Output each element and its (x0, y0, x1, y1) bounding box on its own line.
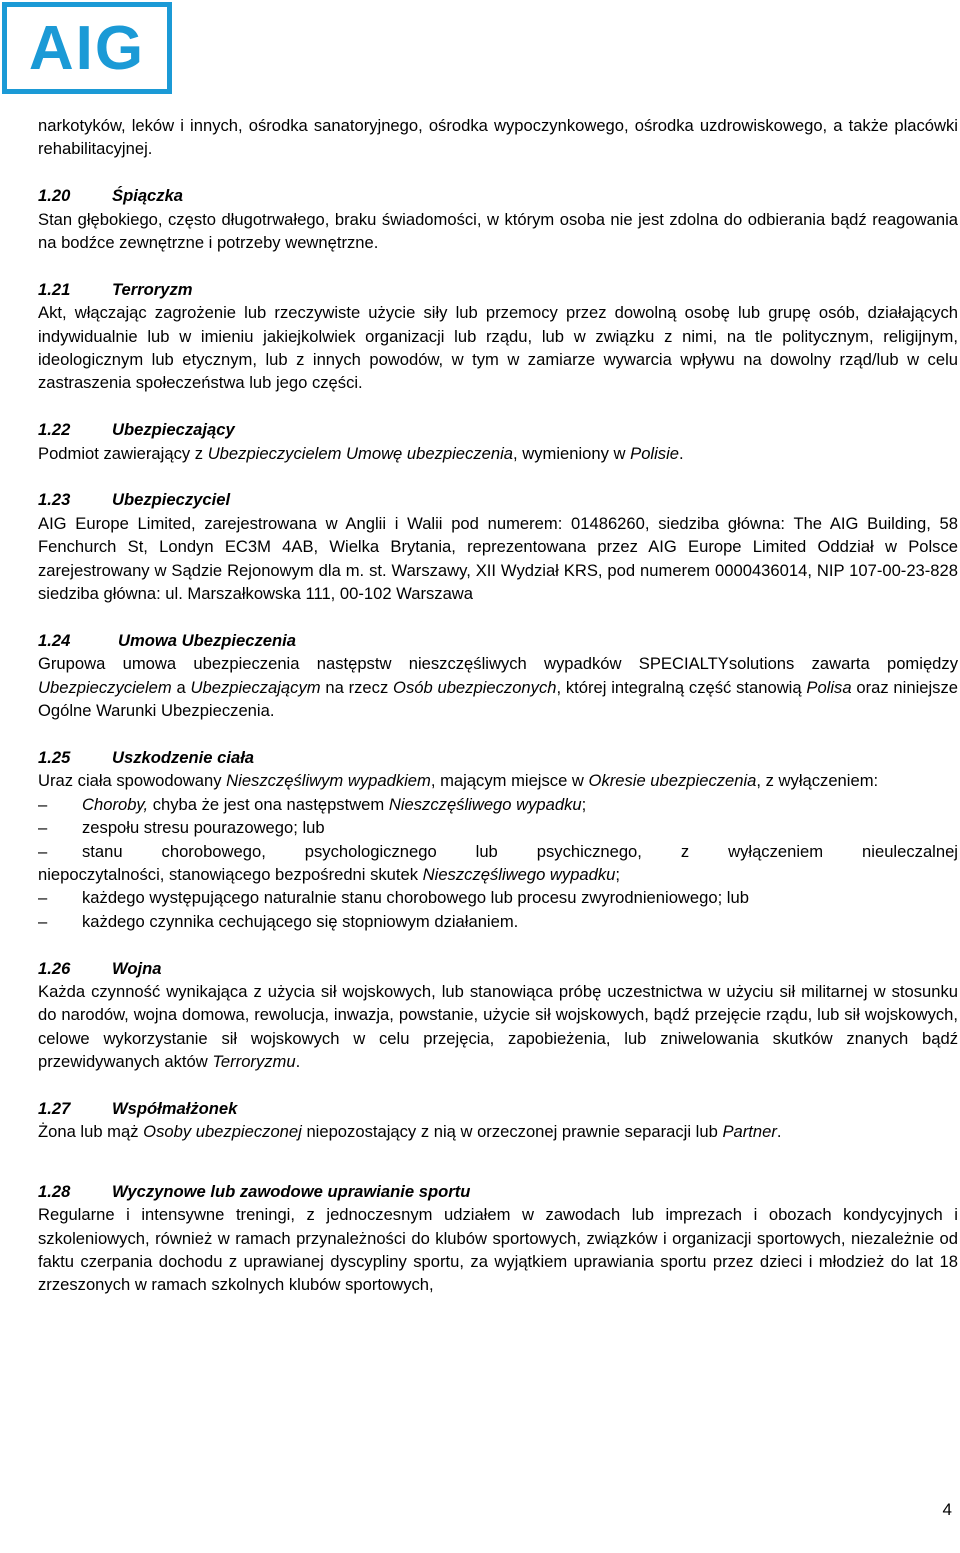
italic-term: Ubezpieczycielem Umowę ubezpieczenia (207, 443, 513, 463)
section-title: Śpiączka (112, 186, 184, 206)
text-run: niepoczytalności, stanowiącego bezpośredni skutek (38, 864, 423, 884)
section-number: 1.25 (38, 747, 71, 767)
section-heading (38, 1097, 958, 1120)
section-heading (38, 488, 958, 511)
dash-marker: – (38, 841, 48, 861)
section-text (38, 1120, 958, 1143)
italic-term: Terroryzmu (212, 1052, 296, 1072)
page-number: 4 (942, 1500, 952, 1519)
text-run: , mającym miejsce w (430, 771, 589, 791)
section-text (38, 980, 958, 1074)
section-1-23 (38, 488, 958, 605)
text-run: Żona lub mąż (38, 1122, 144, 1142)
section-title: Ubezpieczający (112, 420, 235, 440)
intro-paragraph: narkotyków, leków i innych, ośrodka sanatoryjnego, ośrodka wypoczynkowego, ośrodka uzdrowiskowego, a także placówki rehabilitacyjnej. (38, 116, 958, 159)
text-run: Podmiot zawierający z (38, 443, 208, 463)
italic-term: Nieszczęśliwego wypadku (422, 864, 616, 884)
section-title: Wyczynowe lub zawodowe uprawianie sportu (112, 1181, 471, 1201)
exclusion-item (38, 910, 958, 933)
section-heading (38, 1180, 958, 1203)
section-1-21 (38, 278, 958, 395)
document-body (38, 114, 958, 1297)
italic-term: Partner (722, 1122, 777, 1142)
section-number: 1.26 (38, 958, 71, 978)
text-run: Uraz ciała spowodowany (38, 771, 227, 791)
section-heading (38, 184, 958, 207)
section-number: 1.23 (38, 490, 71, 510)
section-text (38, 442, 958, 465)
italic-term: Choroby, (82, 794, 149, 814)
section-text (38, 652, 958, 722)
text-run: a (171, 677, 191, 697)
section-1-22 (38, 418, 958, 465)
text-run: ; (615, 864, 621, 884)
section-number: 1.24 (38, 630, 71, 650)
section-1-25 (38, 746, 958, 933)
section-title: Ubezpieczyciel (112, 490, 231, 510)
section-number: 1.20 (38, 186, 71, 206)
section-1-28 (38, 1180, 958, 1297)
exclusion-item (38, 886, 958, 909)
aig-logo (2, 2, 172, 94)
text-run: . (776, 1122, 782, 1142)
italic-term: Nieszczęśliwego wypadku (388, 794, 582, 814)
text-run: . (679, 443, 684, 463)
section-title: Uszkodzenie ciała (112, 747, 255, 767)
section-heading (38, 278, 958, 301)
section-number: 1.21 (38, 279, 71, 299)
section-1-26 (38, 957, 958, 1074)
dash-marker: – (38, 794, 48, 814)
section-text: Stan głębokiego, często długotrwałego, braku świadomości, w którym osoba nie jest zdolna do odbierania bądź reagowania na bodźce zewnętrzne i potrzeby wewnętrzne. (38, 209, 958, 253)
section-title: Wojna (112, 958, 162, 978)
text-run: Każda czynność wynikająca z użycia sił wojskowych, lub stanowiąca próbę uczestnictwa w użyciu sił militarnej w stosunku do narodów, wojna domowa, rewolucja, inwazja, powstanie, użycie sił wojskowych, bądź przejęcie rządu, lub sił wojskowych, celowe wykorzystanie sił wojskowych w celu przejęcia, zapobieżenia, lub zniwelowania skutków znanych bądź przewidywanych aktów (38, 981, 958, 1072)
dash-marker: – (38, 911, 48, 931)
text-run: oraz niniejsze Ogólne Warunki Ubezpieczenia. (38, 677, 958, 721)
exclusion-text: zespołu stresu pourazowego; lub (82, 818, 325, 838)
section-text: AIG Europe Limited, zarejestrowana w Anglii i Walii pod numerem: 01486260, siedziba główna: The AIG Building, 58 Fenchurch St, Londyn EC3M 4AB, Wielka Brytania, reprezentowana przez AIG Europe Limited Oddział w Polsce zarejestrowany w Sądzie Rejonowym dla m. st. Warszawy, XII Wydział KRS, pod numerem 0000436014, NIP 107-00-23-828 siedziba główna: ul. Marszałkowska 111, 00-102 Warszawa (38, 513, 958, 604)
exclusion-continuation (38, 863, 958, 886)
text-run: niepozostający z nią w orzeczonej prawnie separacji lub (301, 1122, 723, 1142)
italic-term: Nieszczęśliwym wypadkiem (226, 771, 431, 791)
section-heading (38, 418, 958, 441)
exclusion-text: każdego występującego naturalnie stanu chorobowego lub procesu zwyrodnieniowego; lub (82, 888, 749, 908)
section-1-20 (38, 184, 958, 254)
text-run: , której integralną część stanowią (556, 677, 807, 697)
text-run: , z wyłączeniem: (756, 771, 879, 791)
section-text: Regularne i intensywne treningi, z jednoczesnym udziałem w zawodach lub imprezach i obozach kondycyjnych i szkoleniowych, również w ramach przynależności do klubów sportowych, związków i organizacji sportowych, niezależnie od faktu czerpania dochodu z uprawianej dyscypliny sportu, za wyjątkiem uprawiania sportu przez dzieci i młodzież do lat 18 zrzeszonych w ramach szkolnych klubów sportowych, (38, 1205, 958, 1295)
section-1-27 (38, 1097, 958, 1144)
aig-logo-text: AIG (28, 14, 146, 83)
italic-term: Osób ubezpieczonych (393, 677, 557, 697)
exclusion-item (38, 840, 958, 863)
section-number: 1.22 (38, 420, 71, 440)
italic-term: Ubezpieczającym (190, 677, 321, 697)
text-run: chyba że jest ona następstwem (148, 794, 389, 814)
italic-term: Osoby ubezpieczonej (143, 1122, 302, 1142)
exclusion-item (38, 816, 958, 839)
section-title: Terroryzm (112, 279, 193, 299)
italic-term: Polisie (630, 443, 680, 463)
section-text (38, 769, 958, 792)
text-run: Grupowa umowa ubezpieczenia następstw nieszczęśliwych wypadków SPECIALTYsolutions zawarta pomiędzy (38, 654, 958, 674)
dash-marker: – (38, 888, 48, 908)
dash-marker: – (38, 818, 48, 838)
text-run: ; (581, 794, 587, 814)
section-number: 1.28 (38, 1181, 71, 1201)
exclusion-text: stanu chorobowego, psychologicznego lub psychicznego, z wyłączeniem nieuleczalnej (82, 841, 958, 861)
exclusion-text (82, 793, 958, 816)
section-title: Współmałżonek (112, 1098, 238, 1118)
italic-term: Okresie ubezpieczenia (588, 771, 757, 791)
section-heading (38, 746, 958, 769)
text-run: . (295, 1052, 301, 1072)
section-number: 1.27 (38, 1098, 71, 1118)
section-heading (38, 957, 958, 980)
exclusion-text: każdego czynnika cechującego się stopniowym działaniem. (82, 911, 519, 931)
section-1-24 (38, 629, 958, 723)
section-text: Akt, włączając zagrożenie lub rzeczywiste użycie siły lub przemocy przez dowolną osobę lub grupę osób, działających indywidualnie lub w imieniu jakiejkolwiek organizacji lub rządu, lub w związku z nimi, na tle politycznym, religijnym, ideologicznym lub etycznym, lub z innych powodów, w tym w zamiarze wywarcia wpływu na dowolny rząd/lub w celu zastraszenia społeczeństwa lub jego części. (38, 303, 958, 393)
italic-term: Polisa (806, 677, 852, 697)
text-run: na rzecz (320, 677, 394, 697)
section-title: Umowa Ubezpieczenia (118, 630, 296, 650)
exclusion-item (38, 793, 958, 816)
section-heading (38, 629, 958, 652)
text-run: , wymieniony w (513, 443, 631, 463)
italic-term: Ubezpieczycielem (38, 677, 172, 697)
